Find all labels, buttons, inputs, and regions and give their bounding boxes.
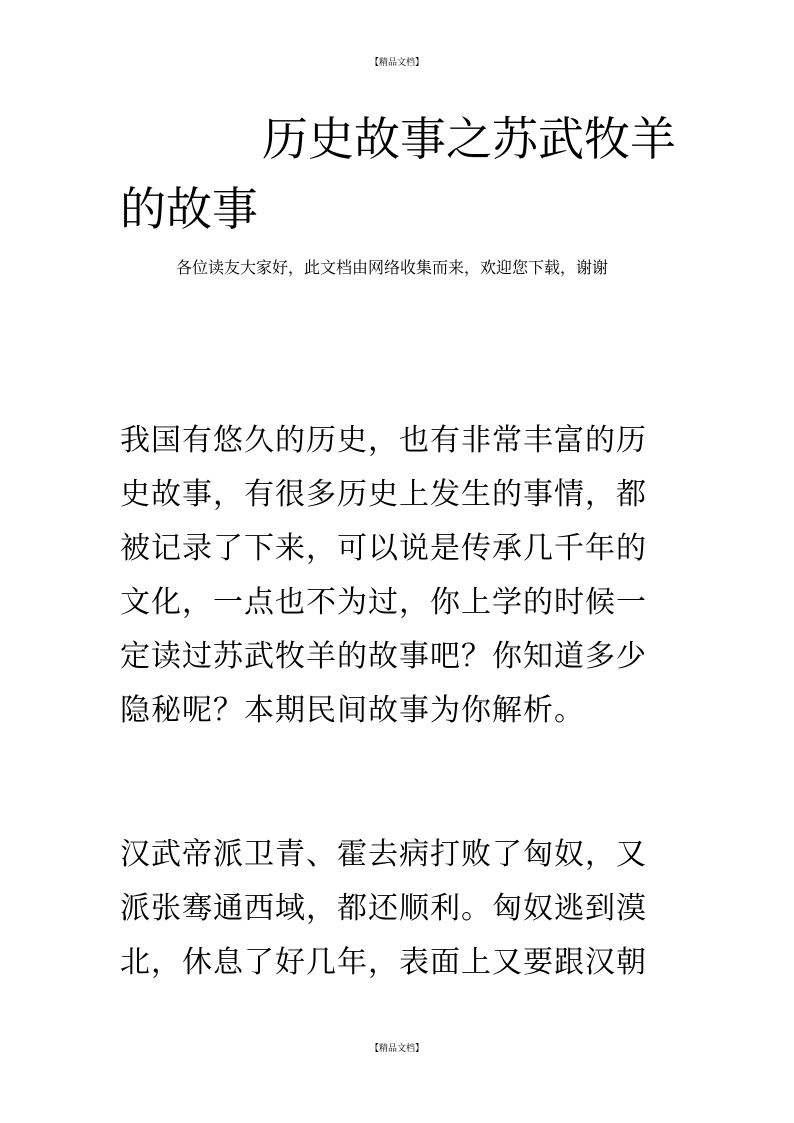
body-paragraph-2: 汉武帝派卫青、霍去病打败了匈奴，又派张骞通西域，都还顺利。匈奴逃到漠北，休息了好几年，表面上又要跟汉朝 [120,837,647,980]
header-label: 【精品文档】 [369,58,424,68]
body-paragraph-1: 我国有悠久的历史，也有非常丰富的历史故事，有很多历史上发生的事情，都被记录了下来，可以说是传承几千年的文化，一点也不为过，你上学的时候一定读过苏武牧羊的故事吧？你知道多少隐秘呢？本期民间故事为你解析。 [120,423,647,728]
page-title: 历史故事之苏武牧羊的故事 [120,112,676,236]
intro-text: 各位读友大家好，此文档由网络收集而来，欢迎您下载，谢谢 [176,258,609,277]
footer-label: 【精品文档】 [369,1044,424,1054]
